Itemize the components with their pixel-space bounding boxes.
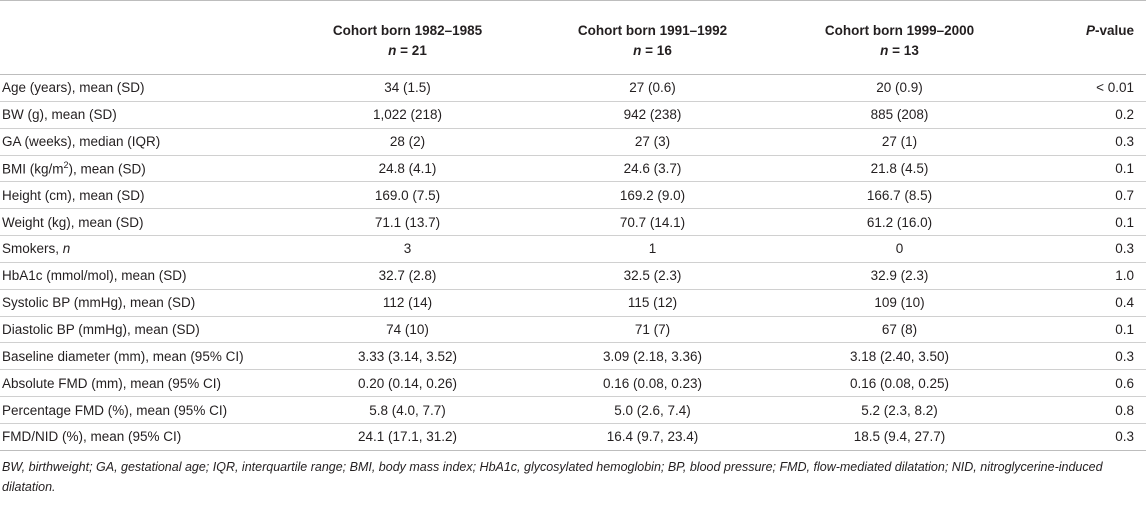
cell-pvalue: 0.6 <box>1023 370 1146 397</box>
cell-cohort-1: 71.1 (13.7) <box>286 209 529 236</box>
table-row <box>0 262 1146 289</box>
cell-pvalue: 0.3 <box>1023 343 1146 370</box>
cell-cohort-3: 0 <box>776 236 1023 263</box>
cell-pvalue: 0.3 <box>1023 128 1146 155</box>
cell-pvalue: 0.4 <box>1023 289 1146 316</box>
cell-cohort-2: 3.09 (2.18, 3.36) <box>529 343 776 370</box>
cell-cohort-2: 71 (7) <box>529 316 776 343</box>
row-label: BW (g), mean (SD) <box>0 101 286 128</box>
table-row <box>0 423 1146 450</box>
cell-cohort-3: 0.16 (0.08, 0.25) <box>776 370 1023 397</box>
cell-pvalue: 0.8 <box>1023 397 1146 424</box>
row-label: Baseline diameter (mm), mean (95% CI) <box>0 343 286 370</box>
cell-cohort-2: 24.6 (3.7) <box>529 155 776 182</box>
table-row <box>0 316 1146 343</box>
table-row <box>0 155 1146 182</box>
table-row <box>0 209 1146 236</box>
n-value: = 13 <box>892 43 919 58</box>
label-text: BMI (kg/m <box>2 161 64 177</box>
top-rule <box>0 0 1146 1</box>
header-row-labels <box>0 0 1146 39</box>
header-pvalue <box>1023 0 1146 39</box>
cell-cohort-3: 21.8 (4.5) <box>776 155 1023 182</box>
row-label: HbA1c (mmol/mol), mean (SD) <box>0 262 286 289</box>
n-value: = 16 <box>645 43 672 58</box>
table-body <box>0 75 1146 451</box>
cell-cohort-1: 112 (14) <box>286 289 529 316</box>
header-row-n <box>0 39 1146 75</box>
cell-cohort-3: 109 (10) <box>776 289 1023 316</box>
cell-cohort-1: 24.8 (4.1) <box>286 155 529 182</box>
n-symbol: n <box>62 241 71 257</box>
row-label: FMD/NID (%), mean (95% CI) <box>0 423 286 450</box>
row-label: Percentage FMD (%), mean (95% CI) <box>0 397 286 424</box>
cell-cohort-1: 24.1 (17.1, 31.2) <box>286 423 529 450</box>
cell-cohort-2: 942 (238) <box>529 101 776 128</box>
n-symbol: n <box>633 43 642 58</box>
row-label <box>0 155 286 182</box>
header-n-2 <box>529 39 776 75</box>
n-value: = 21 <box>400 43 427 58</box>
cell-cohort-1: 5.8 (4.0, 7.7) <box>286 397 529 424</box>
row-label: Systolic BP (mmHg), mean (SD) <box>0 289 286 316</box>
cell-cohort-1: 28 (2) <box>286 128 529 155</box>
cell-pvalue: 0.1 <box>1023 316 1146 343</box>
row-label: GA (weeks), median (IQR) <box>0 128 286 155</box>
n-symbol: n <box>880 43 889 58</box>
cell-cohort-3: 27 (1) <box>776 128 1023 155</box>
row-label: Age (years), mean (SD) <box>0 75 286 102</box>
header-empty-cell <box>0 0 286 39</box>
cell-cohort-2: 70.7 (14.1) <box>529 209 776 236</box>
row-label: Weight (kg), mean (SD) <box>0 209 286 236</box>
header-n-3 <box>776 39 1023 75</box>
table-footnote: BW, birthweight; GA, gestational age; IQR, interquartile range; BMI, body mass index; HbA1c, glycosylated hemoglobin; BP, blood pressure; FMD, flow-mediated dilatation; NID, nitroglycerine-induced dilatation. <box>2 459 1103 494</box>
cell-pvalue: < 0.01 <box>1023 75 1146 102</box>
cell-cohort-1: 169.0 (7.5) <box>286 182 529 209</box>
table-row <box>0 289 1146 316</box>
table-row <box>0 75 1146 102</box>
cell-cohort-1: 3 <box>286 236 529 263</box>
table-row <box>0 236 1146 263</box>
cell-cohort-1: 34 (1.5) <box>286 75 529 102</box>
header-empty-cell <box>0 39 286 75</box>
cell-cohort-2: 16.4 (9.7, 23.4) <box>529 423 776 450</box>
label-text: Smokers, <box>2 241 63 257</box>
row-label: Absolute FMD (mm), mean (95% CI) <box>0 370 286 397</box>
cell-pvalue: 0.1 <box>1023 155 1146 182</box>
pvalue-rest: -value <box>1094 23 1134 38</box>
header-empty-cell <box>1023 39 1146 75</box>
cell-cohort-2: 115 (12) <box>529 289 776 316</box>
header-cohort-2: Cohort born 1991–1992 <box>577 23 728 38</box>
cell-cohort-3: 61.2 (16.0) <box>776 209 1023 236</box>
table-row <box>0 370 1146 397</box>
cell-cohort-3: 67 (8) <box>776 316 1023 343</box>
cell-cohort-3: 18.5 (9.4, 27.7) <box>776 423 1023 450</box>
cell-cohort-2: 1 <box>529 236 776 263</box>
cell-cohort-2: 0.16 (0.08, 0.23) <box>529 370 776 397</box>
label-text: ), mean (SD) <box>68 161 146 177</box>
cell-cohort-3: 20 (0.9) <box>776 75 1023 102</box>
cell-cohort-1: 32.7 (2.8) <box>286 262 529 289</box>
cell-pvalue: 0.2 <box>1023 101 1146 128</box>
cell-cohort-1: 0.20 (0.14, 0.26) <box>286 370 529 397</box>
cell-cohort-3: 5.2 (2.3, 8.2) <box>776 397 1023 424</box>
cell-pvalue: 0.3 <box>1023 236 1146 263</box>
row-label: Height (cm), mean (SD) <box>0 182 286 209</box>
cell-cohort-1: 1,022 (218) <box>286 101 529 128</box>
cell-pvalue: 0.1 <box>1023 209 1146 236</box>
table-row <box>0 128 1146 155</box>
cell-cohort-2: 169.2 (9.0) <box>529 182 776 209</box>
cell-cohort-2: 32.5 (2.3) <box>529 262 776 289</box>
cell-pvalue: 0.3 <box>1023 423 1146 450</box>
n-symbol: n <box>388 43 397 58</box>
cell-pvalue: 1.0 <box>1023 262 1146 289</box>
table-row <box>0 182 1146 209</box>
cell-cohort-1: 74 (10) <box>286 316 529 343</box>
cell-cohort-1: 3.33 (3.14, 3.52) <box>286 343 529 370</box>
cell-cohort-3: 3.18 (2.40, 3.50) <box>776 343 1023 370</box>
table-row <box>0 343 1146 370</box>
cell-cohort-2: 27 (3) <box>529 128 776 155</box>
header-cohort-3: Cohort born 1999–2000 <box>824 23 975 38</box>
cell-cohort-2: 27 (0.6) <box>529 75 776 102</box>
cell-cohort-3: 32.9 (2.3) <box>776 262 1023 289</box>
table-row <box>0 397 1146 424</box>
cell-cohort-3: 885 (208) <box>776 101 1023 128</box>
row-label: Diastolic BP (mmHg), mean (SD) <box>0 316 286 343</box>
header-n-1 <box>286 39 529 75</box>
cell-cohort-2: 5.0 (2.6, 7.4) <box>529 397 776 424</box>
table-row <box>0 101 1146 128</box>
header-cohort-1: Cohort born 1982–1985 <box>332 23 483 38</box>
row-label <box>0 236 286 263</box>
cell-cohort-3: 166.7 (8.5) <box>776 182 1023 209</box>
cell-pvalue: 0.7 <box>1023 182 1146 209</box>
superscript: 2 <box>63 160 69 171</box>
pvalue-p: P <box>1085 23 1095 38</box>
